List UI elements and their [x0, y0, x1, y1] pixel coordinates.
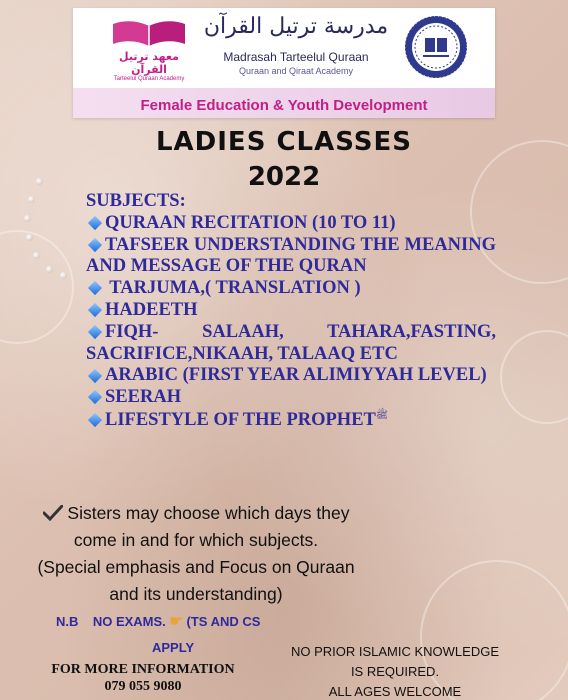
- academy-logo: [101, 18, 197, 82]
- note-line: [16, 500, 376, 527]
- academy-logo-arabic: معهد ترتيل القرآن: [119, 50, 179, 76]
- subjects-heading: SUBJECTS:: [86, 191, 186, 211]
- header-banner: [73, 8, 495, 118]
- checkmark-icon: [43, 505, 63, 521]
- contact-phone: 079 055 9080: [104, 679, 182, 694]
- page-title: LADIES CLASSES: [155, 127, 413, 157]
- diamond-bullet-icon: [88, 216, 102, 230]
- open-book-icon: [109, 18, 189, 48]
- madrasah-seal-icon: [403, 14, 469, 80]
- subject-item: [86, 213, 496, 235]
- nb-note: [56, 612, 306, 630]
- subject-label: SEERAH: [105, 387, 182, 408]
- subjects-list: [86, 191, 496, 432]
- subject-item: [86, 409, 496, 432]
- madrasah-name: Madrasah Tarteelul Quraan: [223, 50, 369, 64]
- year: 2022: [247, 162, 321, 192]
- pearl-decoration: [33, 252, 40, 259]
- subject-label: TAFSEER UNDERSTANDING THE MEANING AND MESSAGE OF THE QURAN: [86, 234, 496, 277]
- nb-apply: APPLY: [152, 640, 195, 655]
- subject-item: [86, 365, 496, 387]
- diamond-bullet-icon: [88, 390, 102, 404]
- pointing-hand-icon: ☛: [169, 613, 183, 630]
- nb-tail: (TS AND CS: [186, 614, 261, 629]
- madrasah-name-arabic: مدرسة ترتيل القرآن: [203, 14, 389, 39]
- diamond-bullet-icon: [88, 281, 102, 295]
- diamond-bullet-icon: [88, 238, 102, 252]
- subject-label: FIQH- SALAAH, TAHARA,FASTING, SACRIFICE,NIKAAH, TALAAQ ETC: [86, 321, 496, 364]
- pearl-decoration: [46, 266, 53, 273]
- requirements-note: [282, 642, 508, 700]
- attendance-note: [16, 500, 376, 608]
- requirements-line: ALL AGES WELCOME: [328, 684, 462, 699]
- note-line-text: Sisters may choose which days they: [67, 503, 350, 523]
- subject-label: LIFESTYLE OF THE PROPHET: [105, 410, 376, 431]
- subject-item: [86, 322, 496, 366]
- pearl-decoration: [24, 215, 31, 222]
- requirements-line: NO PRIOR ISLAMIC KNOWLEDGE: [290, 644, 500, 659]
- pearl-decoration: [28, 196, 35, 203]
- background-swirl: [0, 230, 74, 344]
- pearl-decoration: [26, 234, 33, 241]
- background-swirl: [500, 330, 568, 424]
- subject-item: [86, 278, 496, 300]
- diamond-bullet-icon: [88, 325, 102, 339]
- contact-heading: FOR MORE INFORMATION: [51, 662, 235, 677]
- requirements-line: IS REQUIRED.: [350, 664, 440, 679]
- pbuh-symbol: ﷺ: [375, 409, 388, 421]
- note-line: (Special emphasis and Focus on Quraan: [37, 557, 355, 577]
- nb-label: N.B: [56, 614, 79, 629]
- academy-logo-subtitle: Tarteelul Quraan Academy: [113, 76, 185, 82]
- subject-label: ARABIC (FIRST YEAR ALIMIYYAH LEVEL): [105, 365, 487, 386]
- subject-item: [86, 300, 496, 322]
- subject-label: HADEETH: [105, 299, 198, 320]
- diamond-bullet-icon: [88, 369, 102, 383]
- subject-label: TARJUMA,( TRANSLATION ): [109, 278, 361, 299]
- pearl-decoration: [60, 272, 67, 279]
- contact-info: [30, 661, 256, 695]
- note-line: come in and for which subjects.: [73, 530, 319, 550]
- nb-text: NO EXAMS.: [92, 614, 166, 629]
- madrasah-subtitle: Quraan and Qiraat Academy: [238, 66, 354, 76]
- diamond-bullet-icon: [88, 413, 102, 427]
- tagline-band: [73, 88, 495, 118]
- subject-item: [86, 235, 496, 279]
- tagline: Female Education & Youth Development: [140, 97, 428, 114]
- diamond-bullet-icon: [88, 303, 102, 317]
- subject-item: [86, 387, 496, 409]
- subject-label: QURAAN RECITATION (10 TO 11): [105, 212, 396, 233]
- note-line: and its understanding): [109, 584, 283, 604]
